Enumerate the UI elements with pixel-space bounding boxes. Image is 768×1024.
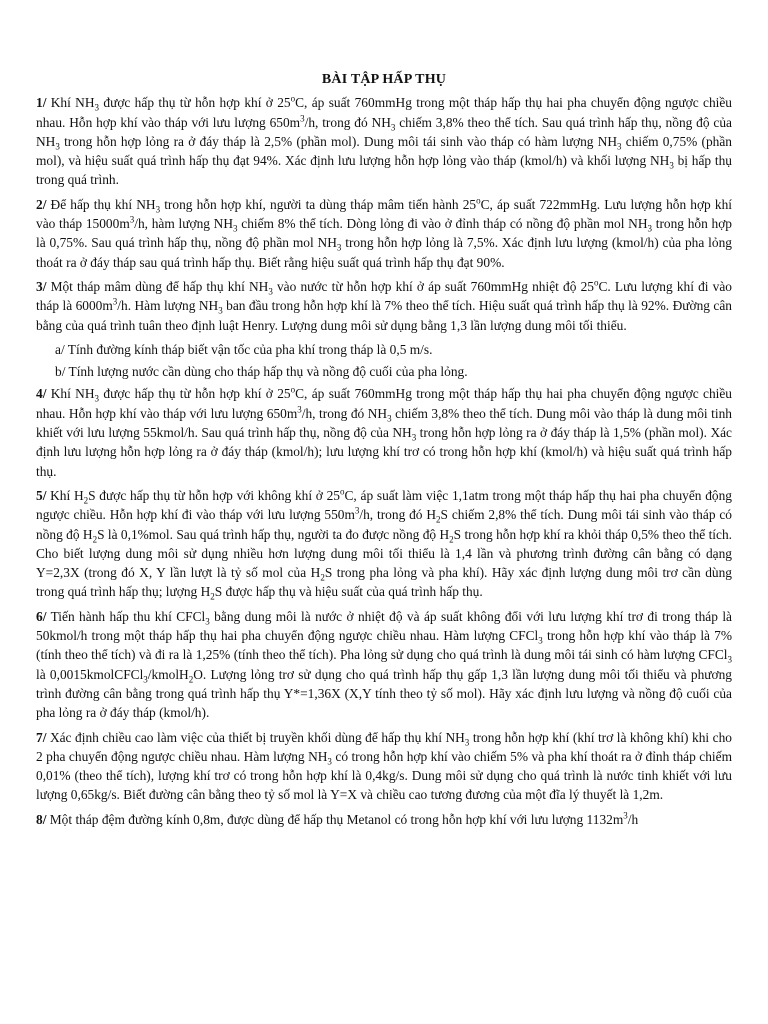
problem-text: Khí $NH_3$ được hấp thụ từ hỗn hợp khí ở 25$^o$C, áp suất 760mmHg trong một tháp hấp thụ hai pha chuyển động ngược chiều nhau. Hỗn hợp khí vào tháp với lưu lượng $650m^3/h$, trong đó $NH_3$ chiếm 3,8% theo thể tích. Sau quá trình hấp thụ, nồng độ của $NH_3$ trong hỗn hợp lỏng ra ở đáy tháp là 2,5% (phần mol). Dung môi tái sinh vào tháp có hàm lượng $NH_3$ chiếm 0,75% (phần mol), và hiệu suất quá trình hấp thụ đạt 94%. Xác định lưu lượng hỗn hợp lỏng vào tháp (kmol/h) và khối lượng $NH_3$ bị hấp thụ trong quá trình. bbox=[36, 93, 733, 188]
problem-6 bbox=[36, 607, 732, 723]
problem-number: 2/ bbox=[36, 196, 47, 212]
problem-5 bbox=[36, 486, 732, 602]
problem-3 bbox=[36, 277, 732, 335]
problem-text: Khí $NH_3$ được hấp thụ từ hỗn hợp khí ở 25$^o$C, áp suất 760mmHg trong một tháp hấp thụ hai pha chuyển động ngược chiều nhau. Hỗn hợp khí vào tháp với lưu lượng $650m^3/h$, trong đó $NH_3$ chiếm 3,8% theo thể tích. Dung môi vào tháp là dung môi tinh khiết với lưu lượng 55kmol/h. Sau quá trình hấp thụ, nồng độ của $NH_3$ trong hỗn hợp lỏng ra ở đáy tháp là 1,5% (phần mol). Xác định lưu lượng hỗn hợp lỏng ra ở đáy tháp (kmol/h); lưu lượng khí trơ có trong hỗn hợp khí (kmol/h) và hiệu suất quá trình hấp thụ. bbox=[36, 384, 732, 479]
problem-8 bbox=[36, 810, 732, 829]
problem-number: 4/ bbox=[36, 386, 47, 402]
page-title: BÀI TẬP HẤP THỤ bbox=[321, 72, 447, 87]
problem-number: 8/ bbox=[36, 811, 47, 827]
problem-number: 7/ bbox=[36, 729, 47, 745]
problem-text: Xác định chiều cao làm việc của thiết bị truyền khối dùng để hấp thụ khí $NH_3$ trong hỗn hợp khí (khí trơ là không khí) khi cho 2 pha chuyển động ngược chiều nhau. Hàm lượng $NH_3$ có trong hỗn hợp khí vào chiếm 5% và pha khí thoát ra ở đỉnh tháp chiếm 0,01% (theo thể tích), lượng khí trơ có trong hỗn hợp khí là 0,4kg/s. Dung môi sử dụng cho quá trình là nước tinh khiết với lưu lượng 0,65kg/s. Biết đường cân bằng theo tỷ số mol là Y=X và chiều cao tương đương của một đĩa lý thuyết là 1,2m. bbox=[36, 729, 732, 803]
problem-3-subquestion: a/ Tính đường kính tháp biết vận tốc của pha khí trong tháp là 0,5 m/s. bbox=[55, 341, 433, 357]
problem-number: 6/ bbox=[36, 608, 47, 624]
problem-list bbox=[36, 93, 732, 829]
problem-4 bbox=[36, 384, 732, 480]
problem-2 bbox=[36, 195, 732, 272]
problem-7 bbox=[36, 728, 732, 805]
problem-3-subquestion: b/ Tính lượng nước cần dùng cho tháp hấp thụ và nồng độ cuối của pha lỏng. bbox=[55, 364, 468, 380]
problem-text: Một tháp đệm đường kính 0,8m, được dùng để hấp thụ Metanol có trong hỗn hợp khí với lưu lượng $1132m^3/h$ bbox=[46, 810, 639, 827]
problem-number: 1/ bbox=[36, 95, 47, 111]
problem-number: 5/ bbox=[36, 487, 47, 503]
problem-text: Khí $H_2S$ được hấp thụ từ hỗn hợp với không khí ở 25$^o$C, áp suất làm việc 1,1atm trong một tháp hấp thụ hai pha chuyển động ngược chiều. Hỗn hợp khí đi vào tháp với lưu lượng $550m^3/h$, trong đó $H_2S$ chiếm 2,8% thể tích. Dung môi tái sinh vào tháp có nồng độ $H_2S$ là 0,1%mol. Sau quá trình hấp thụ, người ta đo được nồng độ $H_2S$ trong hỗn hợp khí ra khỏi tháp 0,5% theo thể tích. Cho biết lượng dung môi sử dụng nhiều hơn lượng dung môi tối thiểu là 1,4 lần và phương trình đường cân bằng có dạng Y=2,3X (trong đó X, Y lần lượt là tỷ số mol của $H_2S$ trong pha lỏng và pha khí). Hãy xác định lượng dung môi trơ cần dùng trong quá trình hấp thụ; lượng $H_2S$ được hấp thụ và hiệu suất của quá trình hấp thụ. bbox=[36, 486, 733, 603]
problem-text: Để hấp thụ khí $NH_3$ trong hỗn hợp khí, người ta dùng tháp mâm tiến hành 25$^o$C, áp suất 722mmHg. Lưu lượng hỗn hợp khí vào tháp $15000m^3/h$, hàm lượng $NH_3$ chiếm 8% thể tích. Dòng lỏng đi vào ở đỉnh tháp có nồng độ phần mol $NH_3$ trong hỗn hợp là 0,75%. Sau quá trình hấp thụ, nồng độ phần mol $NH_3$ trong hỗn hợp lỏng là 7,5%. Xác định lưu lượng (kmol/h) của pha lỏng thoát ra ở đáy tháp sau quá trình hấp thụ. Biết rằng hiệu suất quá trình hấp thụ đạt 90%. bbox=[36, 195, 733, 270]
problem-text: Một tháp mâm dùng để hấp thụ khí $NH_3$ vào nước từ hỗn hợp khí ở áp suất 760mmHg nhiệt độ 25$^o$C. Lưu lượng khí đi vào tháp là $6000m^3/h$. Hàm lượng $NH_3$ ban đầu trong hỗn hợp khí là 7% theo thể tích. Hiệu suất quá trình hấp thụ là 92%. Đường cân bằng của quá trình tuân theo định luật Henry. Lượng dung môi sử dụng bằng 1,3 lần lượng dung môi tối thiểu. bbox=[36, 277, 732, 333]
problem-number: 3/ bbox=[36, 278, 47, 294]
problem-text: Tiến hành hấp thu khí CFCl$_3$ bằng dung môi là nước ở nhiệt độ và áp suất không đổi với lưu lượng khí trơ đi trong tháp là 50kmol/h trong một tháp hấp thụ hai pha chuyển động ngược chiều nhau. Hàm lượng CFCl$_3$ trong hỗn hợp khí vào tháp là 7% (tính theo thể tích) và đi ra là 1,25% (tính theo thể tích). Pha lỏng sử dụng cho quá trình là dung môi tái sinh có hàm lượng CFCl$_3$ là 0,0015kmolCFCl$_3$/kmolH$_2$O. Lượng lỏng trơ sử dụng cho quá trình hấp thụ gấp 1,3 lần lượng dung môi tối thiểu và phương trình đường cân bằng trong quá trình hấp thụ Y*=1,36X (X,Y tính theo tỷ số mol). Hãy xác định lưu lượng và nồng độ cuối của pha lỏng ra ở đáy tháp (kmol/h). bbox=[36, 608, 733, 721]
problem-1 bbox=[36, 93, 732, 189]
